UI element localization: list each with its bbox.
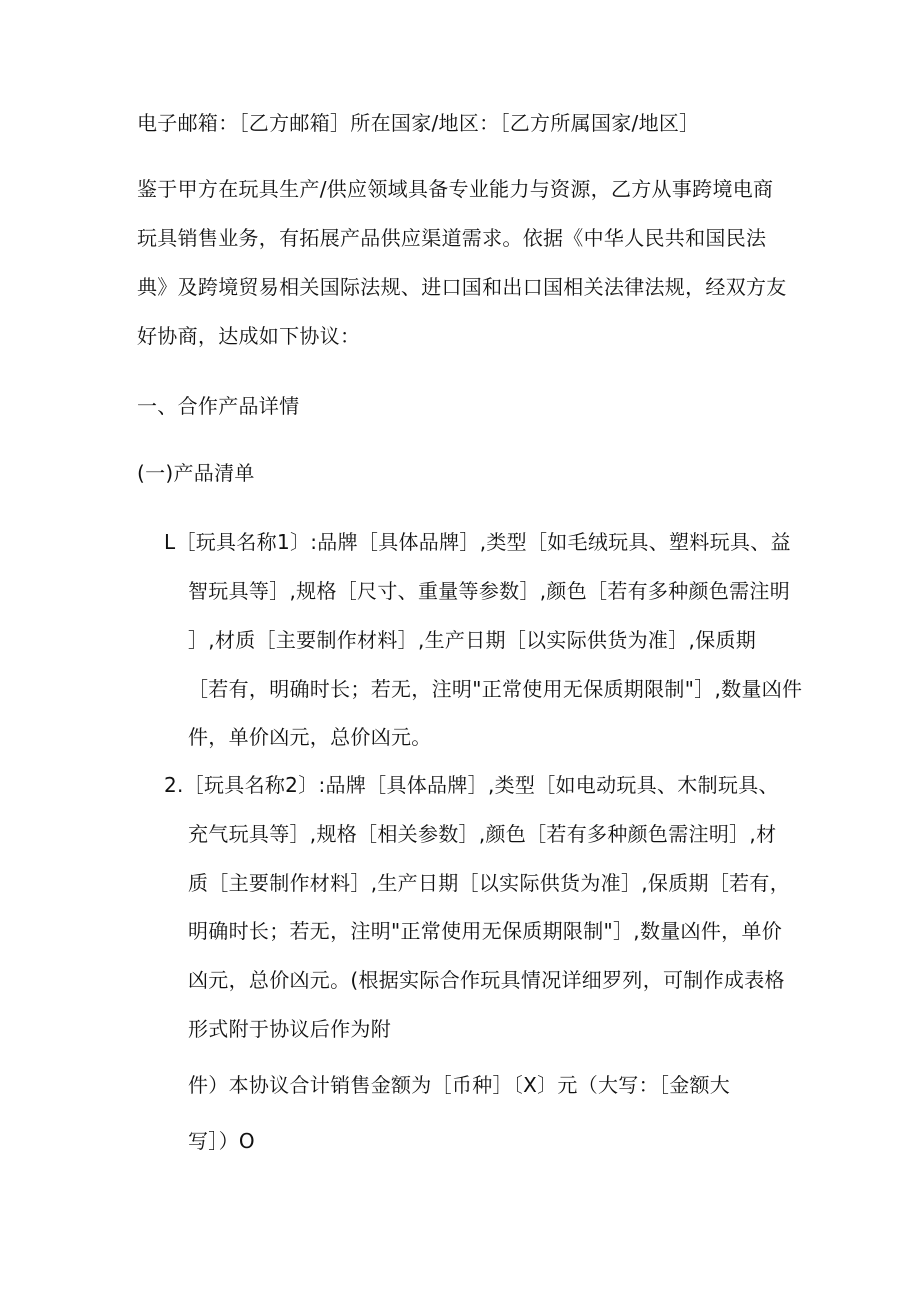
item-line: 明确时长；若无，注明"正常使用无保质期限制"］,数量凶件，单价 (188, 919, 783, 943)
item-line: 形式附于协议后作为附 (188, 1017, 391, 1041)
item-line: 2.［玩具名称2〕:品牌［具体品牌］,类型［如电动玩具、木制玩具、 (164, 773, 779, 797)
preamble-line: 玩具销售业务，有拓展产品供应渠道需求。依据《中华人民共和国民法 (137, 226, 767, 250)
preamble-line: 鉴于甲方在玩具生产/供应领域具备专业能力与资源，乙方从事跨境电商 (137, 177, 774, 201)
item-line: ［若有，明确时长；若无，注明"正常使用无保质期限制"］,数量凶件 (188, 677, 803, 701)
item-line: 件，单价凶元，总价凶元。 (188, 725, 432, 749)
item-line: 凶元，总价凶元。(根据实际合作玩具情况详细罗列，可制作成表格 (188, 968, 785, 992)
contact-line: 电子邮箱：［乙方邮箱］所在国家/地区：［乙方所属国家/地区］ (137, 111, 700, 135)
item-line: 质［主要制作材料］,生产日期［以实际供货为准］,保质期［若有， (188, 871, 791, 895)
item-line: 充气玩具等］,规格［相关参数］,颜色［若有多种颜色需注明］,材 (188, 822, 777, 846)
item-line: 件）本协议合计销售金额为［币种］〔X〕元（大写：［金额大 (188, 1073, 731, 1097)
subsection-heading: (一)产品清单 (137, 461, 255, 485)
section-heading: 一、合作产品详情 (137, 394, 300, 418)
item-line: 写］）O (188, 1129, 255, 1153)
item-line: 智玩具等］,规格［尺寸、重量等参数］,颜色［若有多种颜色需注明 (188, 579, 791, 603)
item-line: L［玩具名称1〕:品牌［具体品牌］,类型［如毛绒玩具、塑料玩具、益 (164, 530, 791, 554)
preamble-line: 好协商，达成如下协议： (137, 324, 361, 348)
preamble-line: 典》及跨境贸易相关国际法规、进口国和出口国相关法律法规，经双方友 (137, 275, 787, 299)
item-line: ］,材质［主要制作材料］,生产日期［以实际供货为准］,保质期 (188, 628, 757, 652)
